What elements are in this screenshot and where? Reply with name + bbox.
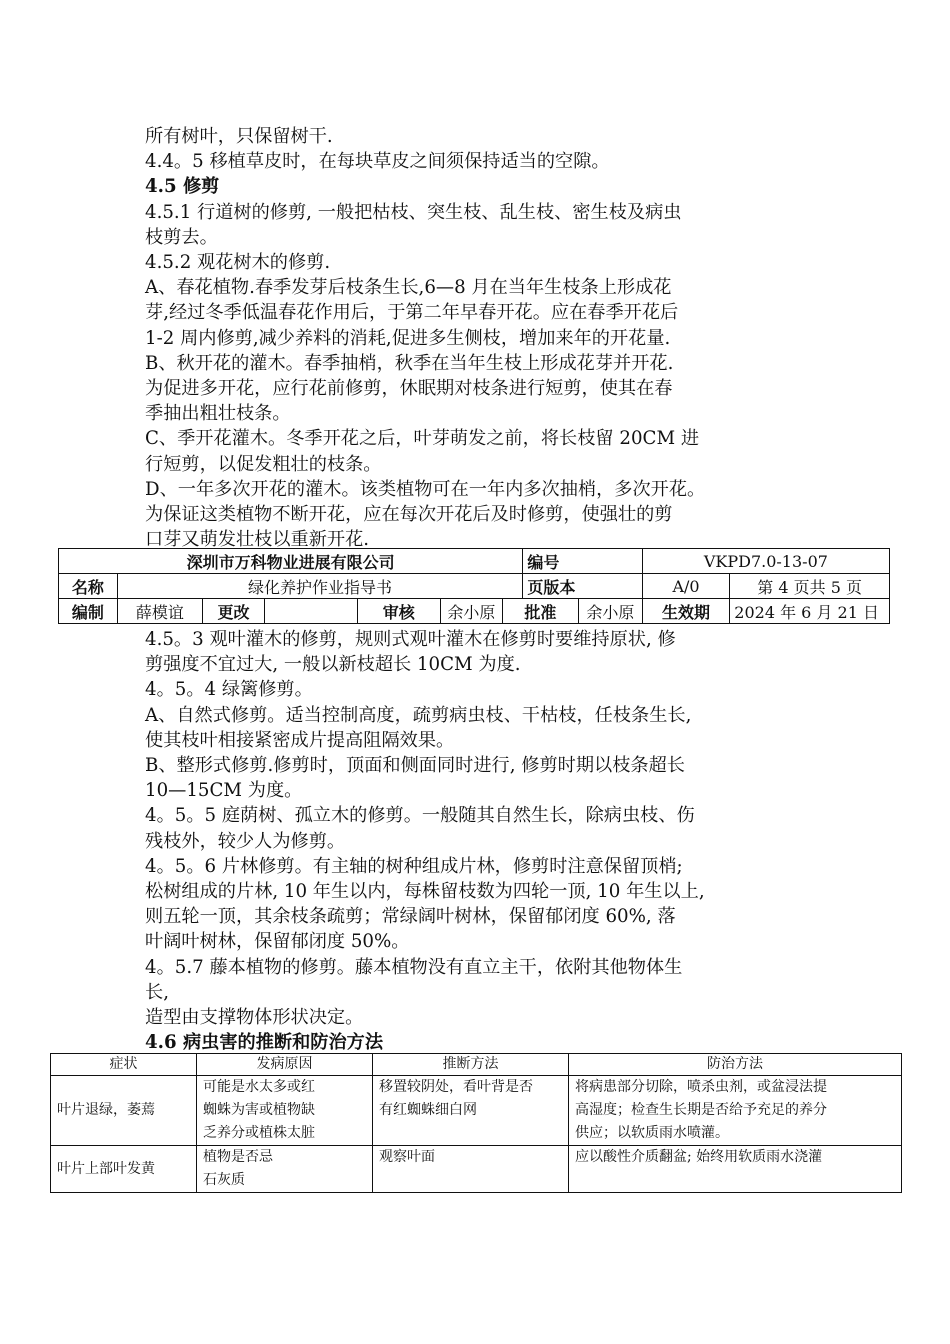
paragraph-line: 长,: [145, 981, 169, 1003]
paragraph-line: 季抽出粗壮枝条。: [145, 403, 291, 425]
cause-line: 可能是水太多或红: [203, 1079, 315, 1095]
diagnosis-cell: [373, 1076, 569, 1146]
paragraph-line: 则五轮一顶，其余枝条疏剪；常绿阔叶树林，保留郁闭度 60%, 落: [145, 906, 676, 928]
document-name: 绿化养护作业指导书: [117, 574, 523, 599]
header-treatment: 防治方法: [569, 1054, 902, 1076]
paragraph-line: 为促进多开花，应行花前修剪，休眠期对枝条进行短剪，使其在春: [145, 378, 673, 400]
section-heading: 4.6 病虫害的推断和防治方法: [145, 1032, 384, 1054]
treatment-line: 将病患部分切除，喷杀虫剂，或盆浸法提: [575, 1079, 827, 1095]
diagnosis-line: 有红蜘蛛细白网: [379, 1102, 477, 1118]
paragraph-line: 残枝外，较少人为修剪。: [145, 830, 346, 852]
paragraph-line: 1-2 周内修剪,减少养料的消耗,促进多生侧枝，增加来年的开花量.: [145, 327, 671, 349]
treatment-line: 应以酸性介质翻盆; 始终用软质雨水浇灌: [575, 1149, 823, 1165]
effective-date: 2024 年 6 月 21 日: [730, 599, 890, 624]
cause-line: 乏养分或植株太脏: [203, 1125, 315, 1141]
paragraph-line: 松树组成的片林, 10 年生以内，每株留枝数为四轮一顶, 10 年生以上,: [145, 881, 705, 903]
paragraph-line: 枝剪去。: [145, 226, 218, 248]
author-label: 编制: [59, 599, 118, 624]
treatment-cell: [569, 1146, 902, 1193]
paragraph-line: 4。5。4 绿篱修剪。: [145, 679, 313, 701]
paragraph-line: 4.5.2 观花树木的修剪.: [145, 252, 331, 274]
diagnosis-cell: [373, 1146, 569, 1193]
paragraph-line: 4.4。5 移植草皮时，在每块草皮之间须保持适当的空隙。: [145, 151, 610, 173]
paragraph-line: 造型由支撑物体形状决定。: [145, 1007, 364, 1029]
author-name: 薛模谊: [117, 599, 202, 624]
paragraph-line: 剪强度不宜过大, 一般以新枝超长 10CM 为度.: [145, 654, 521, 676]
paragraph-line: 行短剪，以促发粗壮的枝条。: [145, 453, 382, 475]
company-name: 深圳市万科物业进展有限公司: [59, 549, 523, 574]
paragraph-line: C、季开花灌木。冬季开花之后，叶芽萌发之前，将长枝留 20CM 进: [145, 428, 700, 450]
diagnosis-line: 观察叶面: [379, 1149, 435, 1165]
text-block-top: [145, 124, 845, 552]
paragraph-line: 4.5。3 观叶灌木的修剪，规则式观叶灌木在修剪时要维持原状, 修: [145, 629, 676, 650]
paragraph-line: 芽,经过冬季低温春花作用后，于第二年早春开花。应在春季开花后: [145, 302, 679, 324]
page-indicator: 第 4 页共 5 页: [730, 574, 890, 599]
paragraph-line: 4。5.7 藤本植物的修剪。藤本植物没有直立主干，依附其他物体生: [145, 956, 683, 978]
table-row: [51, 1146, 902, 1193]
text-block-middle: [145, 627, 845, 1055]
code-label: 编号: [523, 549, 642, 574]
cause-line: 植物是否忌: [203, 1149, 273, 1165]
paragraph-line: 4。5。5 庭荫树、孤立木的修剪。一般随其自然生长，除病虫枝、伤: [145, 805, 695, 827]
document-code: VKPD7.0-13-07: [642, 549, 889, 574]
header-cause: 发病原因: [197, 1054, 373, 1076]
symptom-cell: 叶片上部叶发黄: [51, 1146, 197, 1193]
change-label: 更改: [203, 599, 265, 624]
version-label: 页版本: [523, 574, 642, 599]
paragraph-line: B、秋开花的灌木。春季抽梢，秋季在当年生枝上形成花芽并开花.: [145, 352, 674, 374]
name-label: 名称: [59, 574, 118, 599]
paragraph-line: A、春花植物.春季发芽后枝条生长,6—8 月在当年生枝条上形成花: [145, 277, 672, 299]
approver-name: 余小原: [578, 599, 642, 624]
header-symptom: 症状: [51, 1054, 197, 1076]
cause-cell: [197, 1146, 373, 1193]
treatment-cell: [569, 1076, 902, 1146]
paragraph-line: A、自然式修剪。适当控制高度，疏剪病虫枝、干枯枝，任枝条生长,: [145, 704, 692, 726]
table-row: [51, 1076, 902, 1146]
approve-label: 批准: [502, 599, 578, 624]
symptom-cell: 叶片退绿，萎蔫: [51, 1076, 197, 1146]
pest-diagnosis-table: [50, 1053, 902, 1193]
paragraph-line: 叶阔叶树林，保留郁闭度 50%。: [145, 931, 410, 953]
paragraph-line: 口芽又萌发壮枝以重新开花.: [145, 529, 370, 551]
version-value: A/0: [642, 574, 730, 599]
document-header-table: [58, 548, 890, 624]
paragraph-line: 4.5.1 行道树的修剪, 一般把枯枝、突生枝、乱生枝、密生枝及病虫: [145, 201, 682, 223]
paragraph-line: 所有树叶，只保留树干.: [145, 126, 333, 147]
diagnosis-line: 移置较阴处，看叶背是否: [379, 1079, 533, 1095]
paragraph-line: 4。5。6 片林修剪。有主轴的树种组成片林，修剪时注意保留顶梢;: [145, 855, 683, 877]
treatment-line: 供应；以软质雨水喷灌。: [575, 1125, 729, 1141]
effective-label: 生效期: [642, 599, 730, 624]
section-heading: 4.5 修剪: [145, 176, 220, 198]
cause-line: 蜘蛛为害或植物缺: [203, 1102, 315, 1118]
treatment-line: 高湿度；检查生长期是否给予充足的养分: [575, 1102, 827, 1118]
change-value: [264, 599, 357, 624]
paragraph-line: B、整形式修剪.修剪时，顶面和侧面同时进行, 修剪时期以枝条超长: [145, 755, 685, 777]
reviewer-name: 余小原: [440, 599, 502, 624]
header-diagnosis: 推断方法: [373, 1054, 569, 1076]
paragraph-line: D、一年多次开花的灌木。该类植物可在一年内多次抽梢，多次开花。: [145, 478, 706, 500]
cause-line: 石灰质: [203, 1172, 245, 1188]
cause-cell: [197, 1076, 373, 1146]
paragraph-line: 使其枝叶相接紧密成片提高阻隔效果。: [145, 729, 455, 751]
paragraph-line: 为保证这类植物不断开花，应在每次开花后及时修剪，使强壮的剪: [145, 504, 673, 526]
paragraph-line: 10—15CM 为度。: [145, 780, 303, 802]
review-label: 审核: [357, 599, 440, 624]
